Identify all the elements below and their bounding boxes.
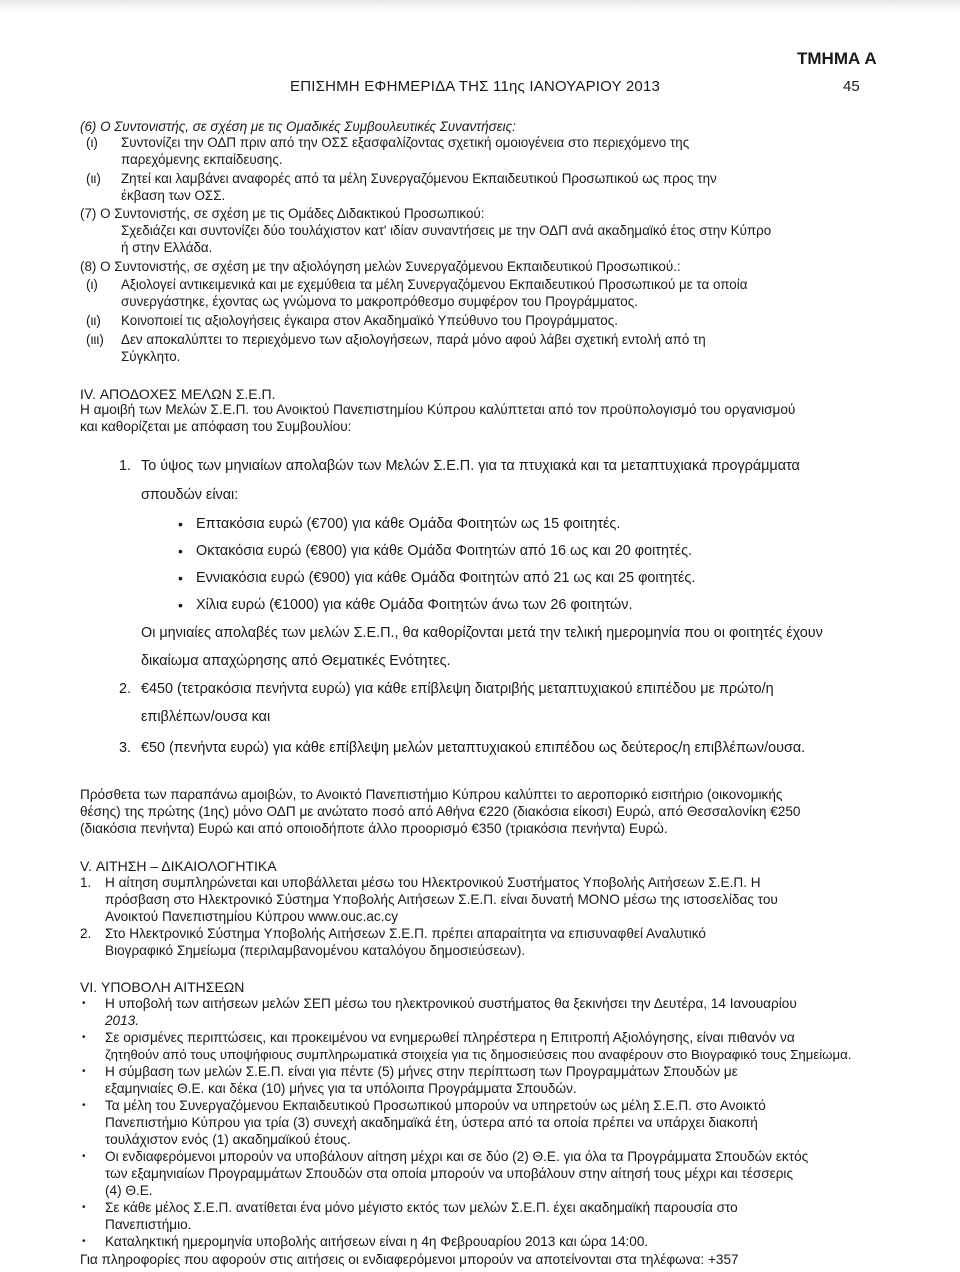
sub-bullet-5-text-3: (4) Θ.Ε. [105, 1183, 153, 1198]
sub-bullet-5-text-1: Οι ενδιαφερόμενοι μπορούν να υποβάλουν αίτηση μέχρι και σε δύο (2) Θ.Ε. για όλα τα Προγράμματα Σπουδών εκτός [105, 1149, 809, 1164]
sub-bullet-glyph: • [82, 1100, 86, 1111]
sec4-item-1-number: 1. [119, 458, 132, 474]
sec6-ii-label: (ιι) [86, 171, 101, 186]
gazette-title: ΕΠΙΣΗΜΗ ΕΦΗΜΕΡΙΔΑ ΤΗΣ 11ης ΙΑΝΟΥΑΡΙΟΥ 2013 [290, 78, 661, 95]
sec5-item-1-text-3: Ανοικτού Πανεπιστημίου Κύπρου www.ouc.ac.cy [105, 909, 399, 924]
sec5-item-1-text-2: πρόσβαση στο Ηλεκτρονικό Σύστημα Υποβολής Αιτήσεων Σ.Ε.Π. είναι δυνατή ΜΟΝΟ μέσω της ιστοσελίδας του [105, 892, 778, 907]
sub-bullet-5-text-2: των εξαμηνιαίων Προγραμμάτων Σπουδών στα οποία μπορούν να υποβάλουν στην αίτησή τους μέχρι και τέσσερις [105, 1166, 794, 1181]
sub-bullet-glyph: • [82, 1066, 86, 1077]
sub-bullet-4-text-2: Πανεπιστήμιο Κύπρου για τρία (3) συνεχή ακαδημαϊκά έτη, ύστερα από τα οποία πρέπει να υπάρχει διακοπή [105, 1115, 758, 1130]
sub-bullet-1-text-1: Η υποβολή των αιτήσεων μελών ΣΕΠ μέσω του ηλεκτρονικού συστήματος θα ξεκινήσει την Δευτέρα, 14 Ιανουαρίου [105, 996, 797, 1011]
sec8-iii-label: (ιιι) [86, 332, 104, 347]
sec6-i-text-2: παρεχόμενης εκπαίδευσης. [121, 152, 283, 167]
sec7-text-1: Σχεδιάζει και συντονίζει δύο τουλάχιστον κατ' ιδίαν συναντήσεις με την ΟΔΠ ανά ακαδημαϊκό έτος στην Κύπρο [121, 223, 772, 238]
sub-bullet-7-text-1: Καταληκτική ημερομηνία υποβολής αιτήσεων είναι η 4η Φεβρουαρίου 2013 και ώρα 14:00. [105, 1234, 649, 1249]
sec4-item-1-tail-1: Οι μηνιαίες απολαβές των μελών Σ.Ε.Π., θα καθορίζονται μετά την τελική ημερομηνία που οι φοιτητές έχουν [141, 625, 823, 641]
sub-bullet-6-text-2: Πανεπιστήμιο. [105, 1217, 192, 1232]
fee-bullet-glyph: • [178, 597, 183, 613]
sec4-intro-1: Η αμοιβή των Μελών Σ.Ε.Π. του Ανοικτού Πανεπιστημίου Κύπρου καλύπτεται από τον προϋπολογισμό του οργανισμού [80, 402, 796, 417]
sub-bullet-glyph: • [82, 1236, 86, 1247]
sec8-iii-text-2: Σύγκλητο. [121, 349, 181, 364]
section-label: ΤΜΗΜΑ Α [797, 49, 877, 68]
sec5-item-1-number: 1. [80, 875, 92, 890]
sub-bullet-2-text-2: ζητηθούν από τους υποψήφιους συμπληρωματικά στοιχεία για τις δημοσιεύσεις που αναφέρουν στο Βιογραφικό τους Σημείωμα. [105, 1047, 852, 1062]
sec5-item-2-number: 2. [80, 926, 92, 941]
sec4-extra-3: (διακόσια πενήντα) Ευρώ και από οποιοδήποτε άλλο προορισμό €350 (τριακόσια πενήντα) Ευρώ. [80, 821, 668, 836]
sec6b-heading: VI. ΥΠΟΒΟΛΗ ΑΙΤΗΣΕΩΝ [80, 979, 245, 995]
page-number: 45 [843, 78, 860, 95]
sec5-item-1-text-1: Η αίτηση συμπληρώνεται και υποβάλλεται μέσω του Ηλεκτρονικού Συστήματος Υποβολής Αιτήσεων Σ.Ε.Π. Η [105, 875, 761, 890]
sec6-i-label: (ι) [86, 135, 98, 150]
sub-bullet-3-text-2: εξαμηνιαίες Θ.Ε. και δέκα (10) μήνες για τα υπόλοιπα Προγράμματα Σπουδών. [105, 1081, 577, 1096]
sub-bullet-glyph: • [82, 1032, 86, 1043]
sec8-i-text-2: συνεργάστηκε, έχοντας ως γνώμονα το μακροπρόθεσμο συμφέρον του Προγράμματος. [121, 294, 638, 309]
sub-bullet-1-text-2: 2013. [105, 1013, 140, 1028]
sub-bullet-glyph: • [82, 1151, 86, 1162]
sub-bullet-glyph: • [82, 998, 86, 1009]
sub-bullet-6-text-1: Σε κάθε μέλος Σ.Ε.Π. ανατίθεται ένα μόνο μέγιστο εκτός των μελών Σ.Ε.Π. έχει ακαδημαϊκή παρουσία στο [105, 1200, 738, 1215]
sub-bullet-4-text-1: Τα μέλη του Συνεργαζόμενου Εκπαιδευτικού Προσωπικού μπορούν να υπηρετούν ως μέλη Σ.Ε.Π. στο Ανοικτό [105, 1098, 766, 1113]
sec6-heading: (6) Ο Συντονιστής, σε σχέση με τις Ομαδικές Συμβουλευτικές Συναντήσεις: [80, 119, 516, 134]
sec4-extra-1: Πρόσθετα των παραπάνω αμοιβών, το Ανοικτό Πανεπιστήμιο Κύπρου καλύπτει το αεροπορικό εισιτήριο (οικονομικής [80, 787, 783, 802]
sub-bullet-3-text-1: Η σύμβαση των μελών Σ.Ε.Π. είναι για πέντε (5) μήνες στην περίπτωση των Προγραμμάτων Σπουδών με [105, 1064, 738, 1079]
sec5-item-2-text-1: Στο Ηλεκτρονικό Σύστημα Υποβολής Αιτήσεων Σ.Ε.Π. πρέπει απαραίτητα να επισυναφθεί Αναλυτικό [105, 926, 706, 941]
sub-bullet-2-text-1: Σε ορισμένες περιπτώσεις, και προκειμένου να ενημερωθεί πληρέστερα η Επιτροπή Αξιολόγησης, είναι πιθανόν να [105, 1030, 795, 1045]
info-text-1: Για πληροφορίες που αφορούν στις αιτήσεις οι ενδιαφερόμενοι μπορούν να αποτείνονται στα τηλέφωνα: +357 [80, 1252, 739, 1267]
fee-bullet-900: Εννιακόσια ευρώ (€900) για κάθε Ομάδα Φοιτητών από 21 ως και 25 φοιτητές. [196, 570, 696, 586]
sec4-item-2-text-1: €450 (τετρακόσια πενήντα ευρώ) για κάθε επίβλεψη διατριβής μεταπτυχιακού επιπέδου με πρώτο/η [141, 681, 774, 697]
sub-bullet-glyph: • [82, 1202, 86, 1213]
sec4-item-1-text-2: σπουδών είναι: [141, 487, 239, 503]
sec8-ii-label: (ιι) [86, 313, 101, 328]
sec4-item-2-text-2: επιβλέπων/ουσα και [141, 709, 271, 725]
sec6-ii-text-1: Ζητεί και λαμβάνει αναφορές από τα μέλη Συνεργαζόμενου Εκπαιδευτικού Προσωπικού ως προς την [121, 171, 717, 186]
sec4-item-1-tail-2: δικαίωμα απαχώρησης από Θεματικές Ενότητες. [141, 653, 451, 669]
fee-bullet-glyph: • [178, 570, 183, 586]
sec4-item-3-text-1: €50 (πενήντα ευρώ) για κάθε επίβλεψη μελών μεταπτυχιακού επιπέδου ως δεύτερος/η επιβλέπων/ουσα. [141, 740, 806, 756]
sec4-item-1-text-1: Το ύψος των μηνιαίων απολαβών των Μελών Σ.Ε.Π. για τα πτυχιακά και τα μεταπτυχιακά προγράμματα [141, 458, 800, 474]
fee-bullet-1000: Χίλια ευρώ (€1000) για κάθε Ομάδα Φοιτητών άνω των 26 φοιτητών. [196, 597, 633, 613]
sec8-i-text-1: Αξιολογεί αντικειμενικά και με εχεμύθεια τα μέλη Συνεργαζόμενου Εκπαιδευτικού Προσωπικού με τα οποία [121, 277, 748, 292]
sec8-ii-text-1: Κοινοποιεί τις αξιολογήσεις έγκαιρα στον Ακαδημαϊκό Υπεύθυνο του Προγράμματος. [121, 313, 618, 328]
sec5-item-2-text-2: Βιογραφικό Σημείωμα (περιλαμβανομένου καταλόγου δημοσιεύσεων). [105, 943, 526, 958]
scan-edge-shadow [0, 0, 960, 10]
sec4-extra-2: θέσης) της πρώτης (1ης) μόνο ΟΔΠ με ανώτατο ποσό από Αθήνα €220 (διακόσια είκοσι) Ευρώ, από Θεσσαλονίκη €250 [80, 804, 801, 819]
sec8-iii-text-1: Δεν αποκαλύπτει το περιεχόμενο των αξιολογήσεων, παρά μόνο αφού λάβει σχετική εντολή από τη [121, 332, 706, 347]
sec6-i-text-1: Συντονίζει την ΟΔΠ πριν από την ΟΣΣ εξασφαλίζοντας σχετική ομοιογένεια στο περιεχόμενο της [121, 135, 690, 150]
sec6-ii-text-2: έκβαση των ΟΣΣ. [121, 188, 226, 203]
sub-bullet-4-text-3: τουλάχιστον ενός (1) ακαδημαϊκού έτους. [105, 1132, 351, 1147]
fee-bullet-800: Οκτακόσια ευρώ (€800) για κάθε Ομάδα Φοιτητών από 16 ως και 20 φοιτητές. [196, 543, 693, 559]
sec4-item-3-number: 3. [119, 740, 132, 756]
sec8-heading: (8) Ο Συντονιστής, σε σχέση με την αξιολόγηση μελών Συνεργαζόμενου Εκπαιδευτικού Προσωπικού.: [80, 259, 681, 274]
sec8-i-label: (ι) [86, 277, 98, 292]
sec4-heading: IV. ΑΠΟΔΟΧΕΣ ΜΕΛΩΝ Σ.Ε.Π. [80, 386, 276, 402]
sec7-heading: (7) Ο Συντονιστής, σε σχέση με τις Ομάδες Διδακτικού Προσωπικού: [80, 206, 485, 221]
fee-bullet-700: Επτακόσια ευρώ (€700) για κάθε Ομάδα Φοιτητών ως 15 φοιτητές. [196, 516, 621, 532]
sec5-heading: V. ΑΙΤΗΣΗ – ΔΙΚΑΙΟΛΟΓΗΤΙΚΑ [80, 858, 277, 874]
fee-bullet-glyph: • [178, 516, 183, 532]
sec4-item-2-number: 2. [119, 681, 132, 697]
sec4-intro-2: και καθορίζεται με απόφαση του Συμβουλίου: [80, 419, 352, 434]
fee-bullet-glyph: • [178, 543, 183, 559]
sec7-text-2: ή στην Ελλάδα. [121, 240, 213, 255]
